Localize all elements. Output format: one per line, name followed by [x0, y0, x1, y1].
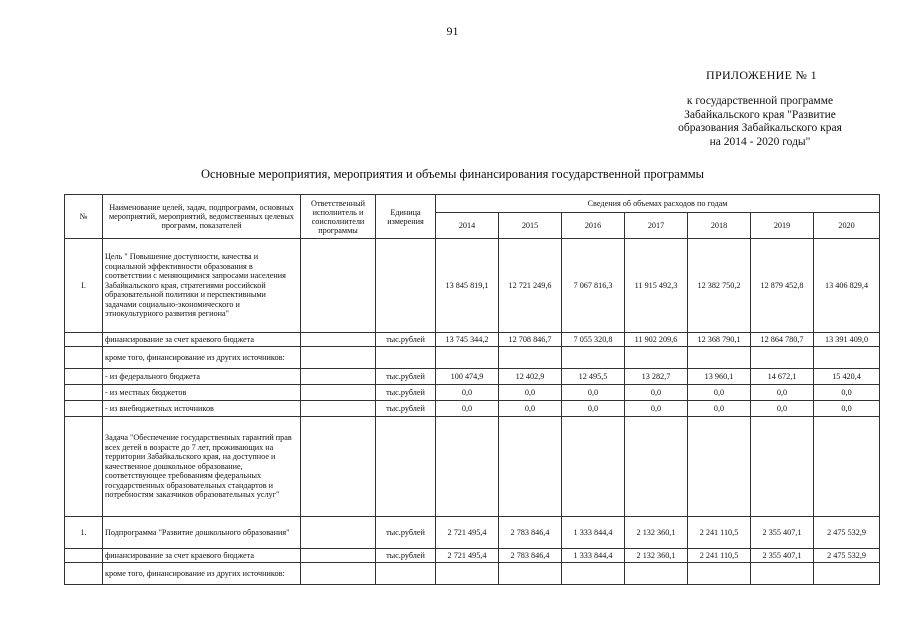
- row-value: [436, 417, 499, 517]
- header-year: 2017: [625, 213, 688, 239]
- row-value: 12 382 750,2: [688, 239, 751, 333]
- row-value: [814, 563, 880, 585]
- row-value: 0,0: [814, 401, 880, 417]
- row-value: 14 672,1: [751, 369, 814, 385]
- table-row: [65, 417, 880, 517]
- row-value: 7 067 816,3: [562, 239, 625, 333]
- row-value: [625, 417, 688, 517]
- row-value: 12 879 452,8: [751, 239, 814, 333]
- row-value: [814, 347, 880, 369]
- row-value: 13 391 409,0: [814, 333, 880, 347]
- row-responsible: [301, 517, 376, 549]
- row-name: финансирование за счет краевого бюджета: [103, 549, 301, 563]
- row-value: 100 474,9: [436, 369, 499, 385]
- row-unit: тыс.рублей: [376, 549, 436, 563]
- row-value: [436, 347, 499, 369]
- row-name: - из внебюджетных источников: [103, 401, 301, 417]
- appendix-subtitle: [600, 95, 905, 149]
- row-value: 2 721 495,4: [436, 517, 499, 549]
- row-unit: тыс.рублей: [376, 517, 436, 549]
- row-value: [688, 417, 751, 517]
- header-year: 2016: [562, 213, 625, 239]
- row-value: 2 132 360,1: [625, 549, 688, 563]
- row-name: - из местных бюджетов: [103, 385, 301, 401]
- row-value: 2 783 846,4: [499, 517, 562, 549]
- row-value: 2 475 532,9: [814, 549, 880, 563]
- header-num: №: [65, 195, 103, 239]
- row-responsible: [301, 417, 376, 517]
- header-expenses: Сведения об объемах расходов по годам: [436, 195, 880, 213]
- row-responsible: [301, 563, 376, 585]
- row-responsible: [301, 369, 376, 385]
- row-name: кроме того, финансирование из других источников:: [103, 563, 301, 585]
- row-value: 0,0: [751, 401, 814, 417]
- row-value: 0,0: [436, 401, 499, 417]
- row-value: [499, 417, 562, 517]
- row-value: 2 475 532,9: [814, 517, 880, 549]
- row-unit: [376, 563, 436, 585]
- row-value: 2 783 846,4: [499, 549, 562, 563]
- row-value: 13 745 344,2: [436, 333, 499, 347]
- row-responsible: [301, 239, 376, 333]
- row-value: 12 708 846,7: [499, 333, 562, 347]
- table-row: [65, 333, 880, 347]
- header-year: 2019: [751, 213, 814, 239]
- table-row: [65, 563, 880, 585]
- row-value: [499, 347, 562, 369]
- row-num: [65, 563, 103, 585]
- row-value: [688, 563, 751, 585]
- row-value: [814, 417, 880, 517]
- page-number: 91: [446, 24, 459, 38]
- row-name: Задача "Обеспечение государственных гарантий прав всех детей в возрасте до 7 лет, проживающих на территории Забайкальского края, на доступное и качественное дошкольное образование, соответствующее требованиям федеральных государственных образовательных стандартов и потребностям заказчиков образовательных услуг": [103, 417, 301, 517]
- row-value: 1 333 844,4: [562, 517, 625, 549]
- appendix-title: ПРИЛОЖЕНИЕ № 1: [706, 68, 817, 82]
- table-row: [65, 517, 880, 549]
- row-value: [625, 563, 688, 585]
- row-value: 13 960,1: [688, 369, 751, 385]
- header-year: 2015: [499, 213, 562, 239]
- row-value: 2 721 495,4: [436, 549, 499, 563]
- row-value: [751, 347, 814, 369]
- row-num: [65, 385, 103, 401]
- row-num: I.: [65, 239, 103, 333]
- row-responsible: [301, 333, 376, 347]
- table-row: [65, 549, 880, 563]
- row-num: 1.: [65, 517, 103, 549]
- table-row: [65, 239, 880, 333]
- row-value: 2 355 407,1: [751, 517, 814, 549]
- row-responsible: [301, 347, 376, 369]
- row-value: 2 132 360,1: [625, 517, 688, 549]
- header-year: 2014: [436, 213, 499, 239]
- row-value: 13 406 829,4: [814, 239, 880, 333]
- row-unit: тыс.рублей: [376, 385, 436, 401]
- appendix-line: образования Забайкальского края: [678, 122, 842, 134]
- row-name: финансирование за счет краевого бюджета: [103, 333, 301, 347]
- appendix-line: к государственной программе: [686, 95, 834, 107]
- row-value: 13 845 819,1: [436, 239, 499, 333]
- row-name: Цель " Повышение доступности, качества и социальной эффективности образования в соответствии с меняющимися запросами населения Забайкальского края, стратегиями российской образовательной политики и перспективными задачами социально-экономического и этнокультурного развития региона": [103, 239, 301, 333]
- header-year: 2020: [814, 213, 880, 239]
- row-value: 11 902 209,6: [625, 333, 688, 347]
- row-value: 15 420,4: [814, 369, 880, 385]
- row-unit: [376, 347, 436, 369]
- row-value: [562, 417, 625, 517]
- row-value: 0,0: [751, 385, 814, 401]
- document-heading: Основные мероприятия, мероприятия и объемы финансирования государственной программы: [200, 167, 705, 181]
- table-row: [65, 347, 880, 369]
- row-value: 11 915 492,3: [625, 239, 688, 333]
- row-name: Подпрограмма "Развитие дошкольного образования": [103, 517, 301, 549]
- row-value: 12 721 249,6: [499, 239, 562, 333]
- appendix-line: на 2014 - 2020 годы": [709, 135, 811, 148]
- table-row: [65, 369, 880, 385]
- financing-table: [64, 194, 880, 585]
- header-responsible: Ответственный исполнитель и соисполнители программы: [301, 195, 376, 239]
- row-value: [751, 417, 814, 517]
- row-value: 1 333 844,4: [562, 549, 625, 563]
- row-value: [562, 563, 625, 585]
- row-value: 2 241 110,5: [688, 517, 751, 549]
- row-value: [625, 347, 688, 369]
- row-value: 0,0: [688, 401, 751, 417]
- row-num: [65, 347, 103, 369]
- row-value: 12 864 780,7: [751, 333, 814, 347]
- row-unit: [376, 417, 436, 517]
- row-unit: тыс.рублей: [376, 333, 436, 347]
- header-unit: Единица измерения: [376, 195, 436, 239]
- row-num: [65, 549, 103, 563]
- row-value: 0,0: [562, 401, 625, 417]
- row-unit: тыс.рублей: [376, 401, 436, 417]
- row-value: 12 402,9: [499, 369, 562, 385]
- appendix-line: Забайкальского края "Развитие: [684, 108, 836, 121]
- row-value: [688, 347, 751, 369]
- row-value: 7 055 320,8: [562, 333, 625, 347]
- row-name: кроме того, финансирование из других источников:: [103, 347, 301, 369]
- table-row: [65, 401, 880, 417]
- row-value: 0,0: [814, 385, 880, 401]
- row-value: 0,0: [625, 385, 688, 401]
- row-num: [65, 401, 103, 417]
- row-value: 0,0: [499, 385, 562, 401]
- row-name: - из федерального бюджета: [103, 369, 301, 385]
- row-value: 0,0: [436, 385, 499, 401]
- row-responsible: [301, 549, 376, 563]
- row-value: [751, 563, 814, 585]
- row-value: [436, 563, 499, 585]
- row-value: 0,0: [688, 385, 751, 401]
- row-num: [65, 333, 103, 347]
- row-value: 12 368 790,1: [688, 333, 751, 347]
- row-value: [562, 347, 625, 369]
- row-value: 0,0: [499, 401, 562, 417]
- row-value: [499, 563, 562, 585]
- row-value: 0,0: [625, 401, 688, 417]
- row-responsible: [301, 401, 376, 417]
- row-value: 0,0: [562, 385, 625, 401]
- table-row: [65, 385, 880, 401]
- row-responsible: [301, 385, 376, 401]
- row-value: 13 282,7: [625, 369, 688, 385]
- row-num: [65, 417, 103, 517]
- row-value: 2 241 110,5: [688, 549, 751, 563]
- row-unit: [376, 239, 436, 333]
- row-value: 2 355 407,1: [751, 549, 814, 563]
- row-value: 12 495,5: [562, 369, 625, 385]
- header-year: 2018: [688, 213, 751, 239]
- header-name: Наименование целей, задач, подпрограмм, основных мероприятий, мероприятий, ведомственных целевых программ, показателей: [103, 195, 301, 239]
- row-num: [65, 369, 103, 385]
- row-unit: тыс.рублей: [376, 369, 436, 385]
